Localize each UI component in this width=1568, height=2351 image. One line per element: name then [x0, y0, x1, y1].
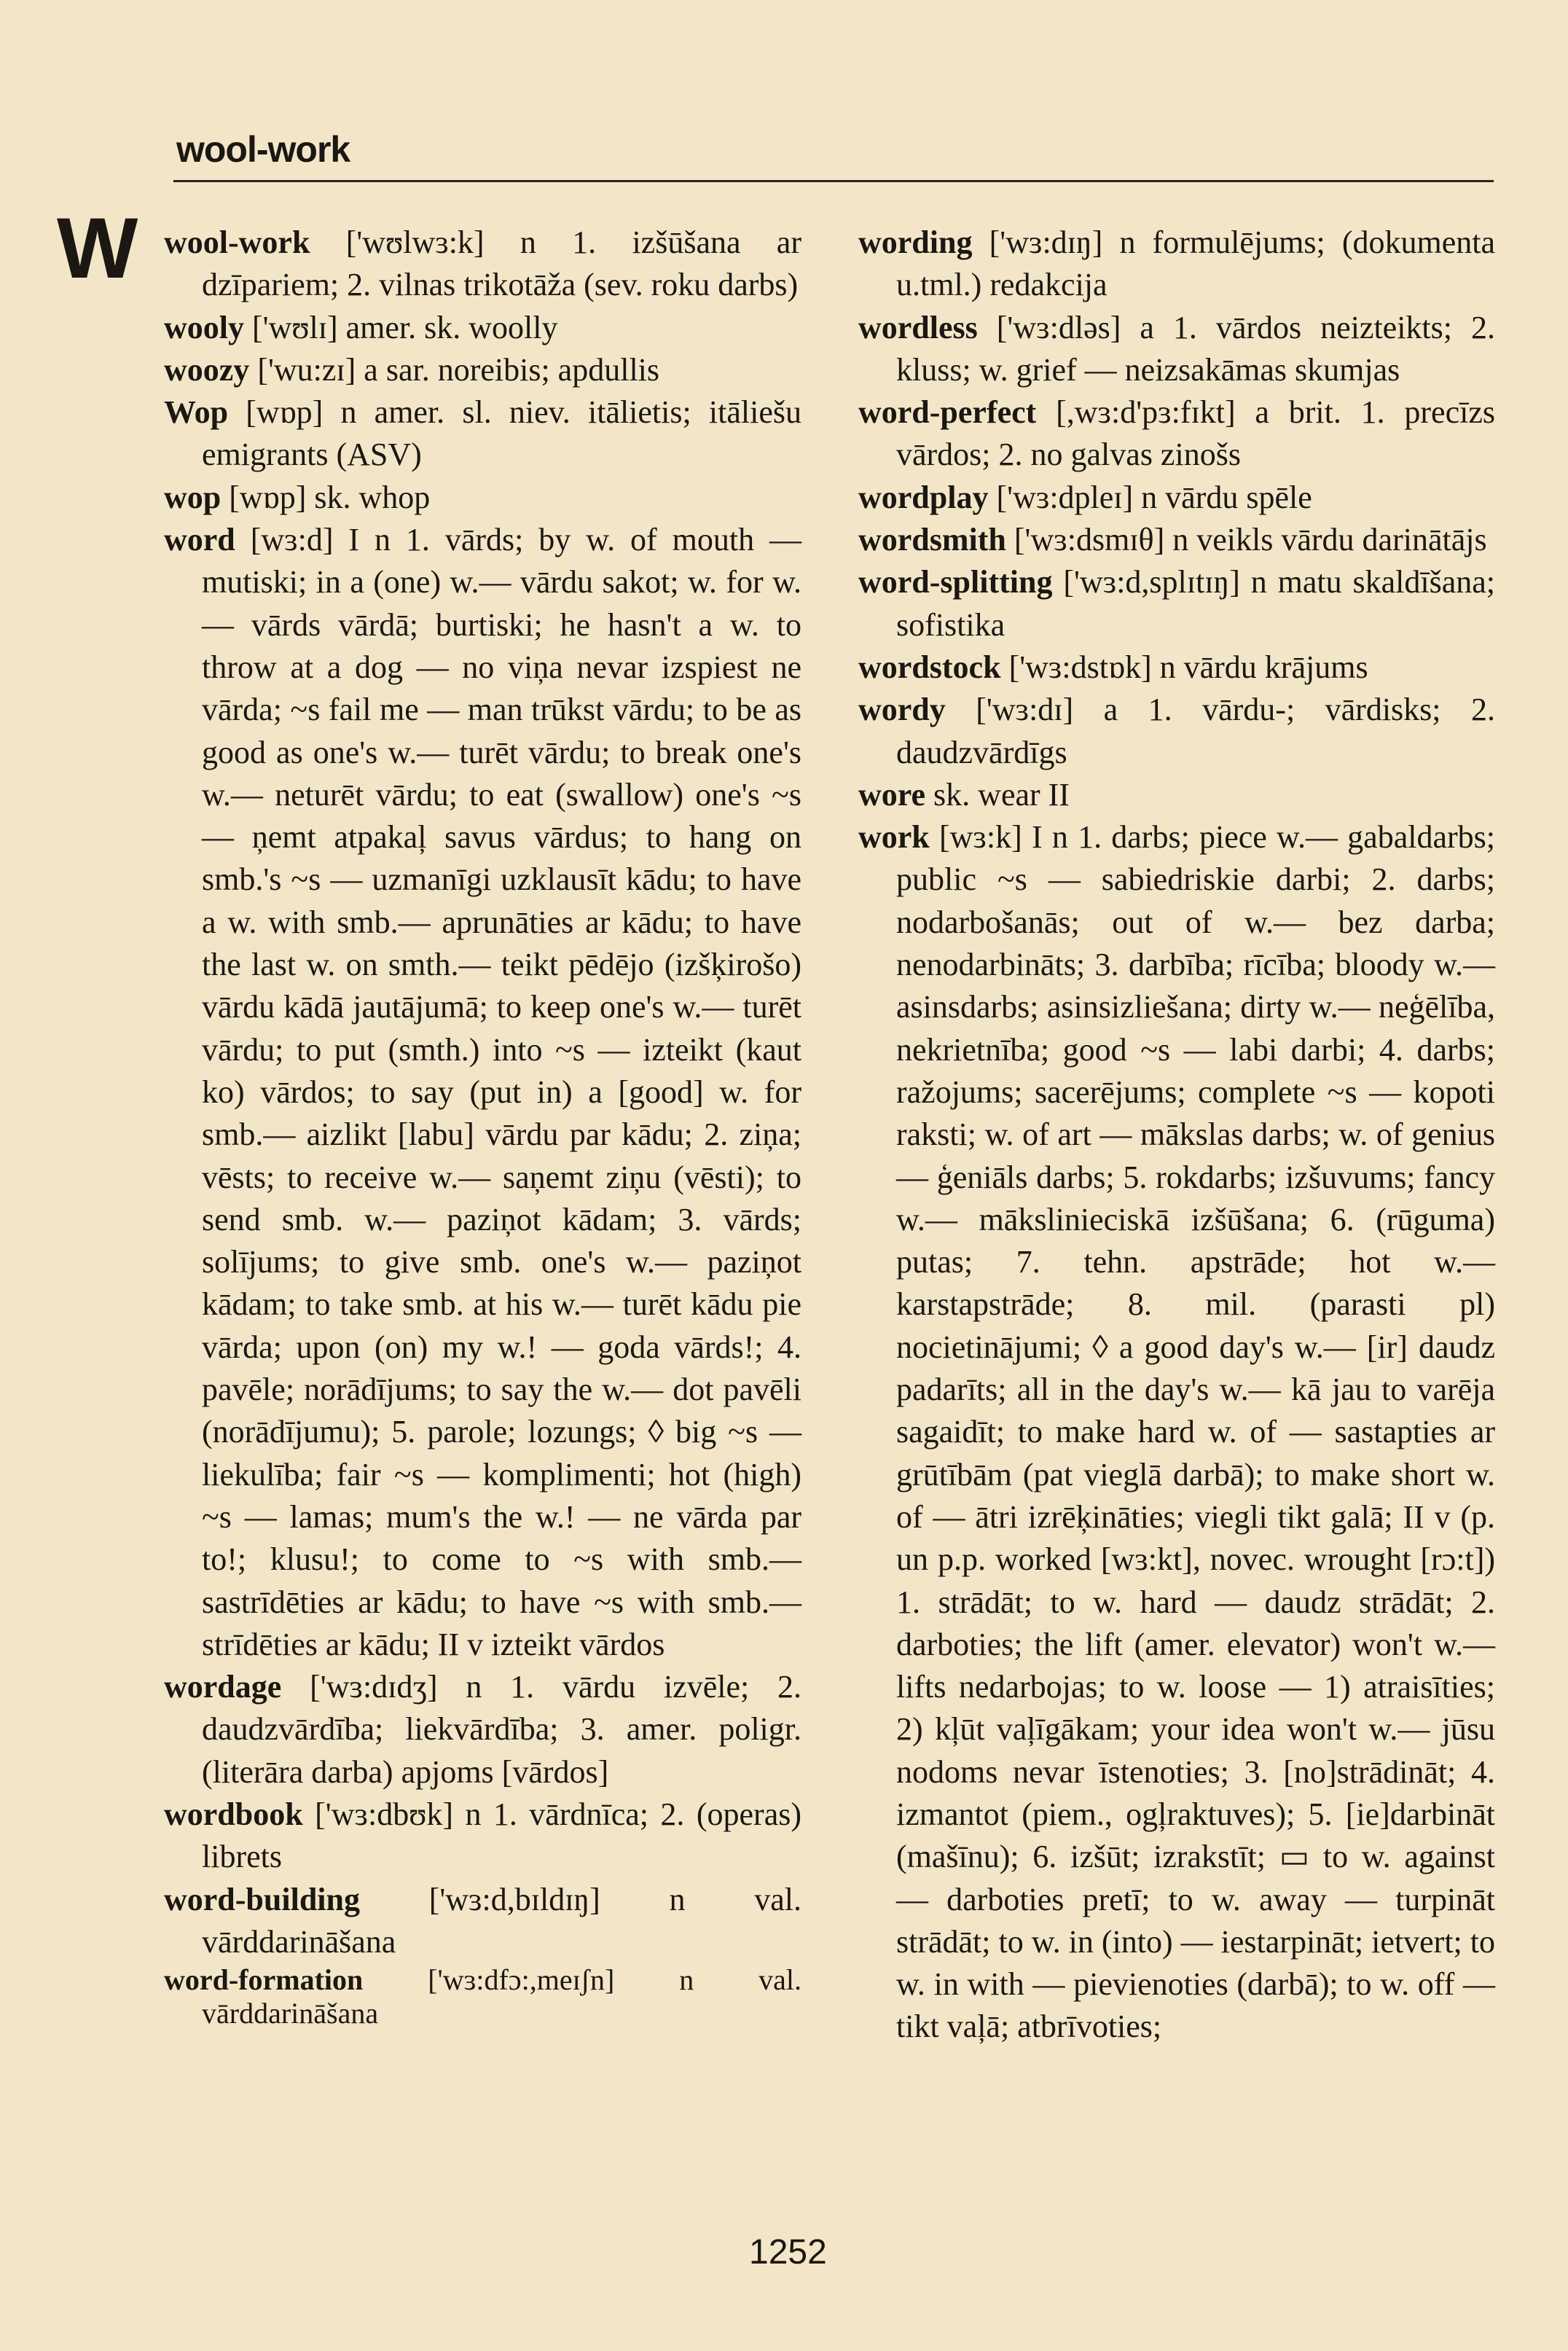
- entry-wore: [858, 774, 1495, 816]
- right-column: [858, 222, 1495, 2049]
- entry-wordplay: [858, 477, 1495, 519]
- entry-text: ['wʊlwɜ:k] n 1. izšūšana ar dzīpariem; 2. vilnas trikotāža (sev. roku darbs): [202, 224, 801, 303]
- headword: word: [164, 522, 235, 558]
- entry-text: [wɜ:d] I n 1. vārds; by w. of mouth — mutiski; in a (one) w.— vārdu sakot; w. for w.— vārds vārdā; burtiski; he hasn't a w. to throw at a dog — no viņa nevar izspiest ne vārda; ~s fail me — man trūkst vārdu; to be as good as one's w.— turēt vārdu; to break one's w.— neturēt vārdu; to eat (swallow) one's ~s — ņemt atpakaļ savus vārdus; to hang on smb.'s ~s — uzmanīgi uzklausīt kādu; to have a w. with smb.— aprunāties ar kādu; to have the last w. on smth.— teikt pēdējo (izšķirošo) vārdu kādā jautājumā; to keep one's w.— turēt vārdu; to put (smth.) into ~s — izteikt (kaut ko) vārdos; to say (put in) a [good] w. for smb.— aizlikt [labu] vārdu par kādu; 2. ziņa; vēsts; to receive w.— saņemt ziņu (vēsti); to send smb. w.— paziņot kādam; 3. vārds; solījums; to give smb. one's w.— paziņot kādam; to take smb. at his w.— turēt kādu pie vārda; upon (on) my w.! — goda vārds!; 4. pavēle; norādījums; to say the w.— dot pavēli (norādījumu); 5. parole; lozungs; ◊ big ~s — liekulība; fair ~s — komplimenti; hot (high) ~s — lamas; mum's the w.! — ne vārda par to!; klusu!; to come to ~s with smb.— sastrīdēties ar kādu; to have ~s with smb.— strīdēties ar kādu; II v izteikt vārdos: [202, 522, 801, 1662]
- entry-work: [858, 816, 1495, 2049]
- entry-text: ['wɜ:dɪdʒ] n 1. vārdu izvēle; 2. daudzvārdība; liekvārdība; 3. amer. poligr. (literāra darba) apjoms [vārdos]: [202, 1669, 801, 1790]
- entry-text: ['wɜ:d,splɪtɪŋ] n matu skaldīšana; sofistika: [896, 564, 1495, 643]
- entry-text: ['wɜ:d,bɪldɪŋ] n val. vārddarināšana: [202, 1881, 801, 1960]
- entry-wool-work: [164, 222, 801, 307]
- headword: word-formation: [164, 1963, 364, 1997]
- headword: work: [858, 819, 930, 856]
- left-column: [164, 222, 801, 2030]
- entry-wordless: [858, 307, 1495, 392]
- entry-word-formation: [164, 1963, 801, 2030]
- headword: wordless: [858, 309, 978, 345]
- entry-wording: [858, 222, 1495, 307]
- entry-text: [,wɜ:d'pɜ:fɪkt] a brit. 1. precīzs vārdos; 2. no galvas zinošs: [896, 394, 1495, 473]
- headword: wording: [858, 224, 973, 260]
- entry-wop-capital: [164, 391, 801, 477]
- page-number: 1252: [749, 2233, 827, 2272]
- entry-text: ['wɜ:dbʊk] n 1. vārdnīca; 2. (operas) librets: [202, 1796, 801, 1875]
- entry-text: ['wɜ:dləs] a 1. vārdos neizteikts; 2. kluss; w. grief — neizsakāmas skumjas: [896, 309, 1495, 388]
- headword: word-building: [164, 1881, 360, 1917]
- running-head: wool-work: [176, 129, 350, 170]
- entry-wordsmith: [858, 519, 1495, 561]
- headword: word-perfect: [858, 394, 1037, 431]
- headword: woozy: [164, 351, 250, 388]
- section-letter: W: [57, 200, 138, 297]
- headword: wordplay: [858, 479, 989, 515]
- headword: wooly: [164, 309, 244, 345]
- entry-text: [wɜ:k] I n 1. darbs; piece w.— gabaldarbs; public ~s — sabiedriskie darbi; 2. darbs; nodarbošanās; out of w.— bez darba; nenodarbināts; 3. darbība; rīcība; bloody w.— asinsdarbs; asinsizliešana; dirty w.— neģēlība, nekrietnība; good ~s — labi darbi; 4. darbs; ražojums; sacerējums; complete ~s — kopoti raksti; w. of art — mākslas darbs; w. of genius — ģeniāls darbs; 5. rokdarbs; izšuvums; fancy w.— mākslinieciskā izšūšana; 6. (rūguma) putas; 7. tehn. apstrāde; hot w.— karstapstrāde; 8. mil. (parasti pl) nocietinājumi; ◊ a good day's w.— [ir] daudz padarīts; all in the day's w.— kā jau to varēja sagaidīt; to make hard w. of — sastapties ar grūtībām (pat vieglā darbā); to make short w. of — ātri izrēķināties; viegli tikt galā; II v (p. un p.p. worked [wɜ:kt], novec. wrought [rɔ:t]) 1. strādāt; to w. hard — daudz strādāt; 2. darboties; the lift (amer. elevator) won't w.— lifts nedarbojas; to w. loose — 1) atraisīties; 2) kļūt vaļīgākam; your idea won't w.— jūsu nodoms nevar īstenoties; 3. [no]strādināt; 4. izmantot (piem., ogļraktuves); 5. [ie]darbināt (mašīnu); 6. izšūt; izrakstīt; ▭ to w. against — darboties pretī; to w. away — turpināt strādāt; to w. in (into) — iestarpināt; ietvert; to w. in with — pievienoties (darbā); to w. off — tikt vaļā; atbrīvoties;: [896, 819, 1495, 2045]
- headword: Wop: [164, 394, 229, 431]
- entry-wooly: [164, 307, 801, 349]
- entry-wordstock: [858, 646, 1495, 689]
- entry-text: ['wɜ:dfɔ:,meɪʃn] n val. vārddarināšana: [202, 1963, 801, 2030]
- entry-word: [164, 519, 801, 1666]
- entry-wordage: [164, 1666, 801, 1793]
- entry-text: ['wu:zɪ] a sar. noreibis; apdullis: [249, 351, 660, 388]
- entry-text: sk. wear II: [925, 776, 1070, 813]
- headword: wordstock: [858, 649, 1001, 685]
- entry-wordbook: [164, 1793, 801, 1879]
- header-rule: [173, 180, 1494, 182]
- entry-text: ['wɜ:dpleɪ] n vārdu spēle: [988, 479, 1312, 515]
- headword: wordsmith: [858, 522, 1006, 558]
- entry-text: ['wɜ:dsmɪθ] n veikls vārdu darinātājs: [1006, 522, 1487, 558]
- entry-text: ['wɜ:dstɒk] n vārdu krājums: [1000, 649, 1368, 685]
- headword: wool-work: [164, 224, 310, 260]
- headword: wordy: [858, 692, 946, 728]
- entry-woozy: [164, 349, 801, 391]
- entry-word-building: [164, 1879, 801, 1964]
- headword: wore: [858, 776, 926, 813]
- entry-text: ['wɜ:dɪŋ] n formulējums; (dokumenta u.tml.) redakcija: [896, 224, 1495, 303]
- headword: word-splitting: [858, 564, 1053, 601]
- entry-word-splitting: [858, 561, 1495, 646]
- headword: wordbook: [164, 1796, 303, 1832]
- entry-text: ['wɜ:dɪ] a 1. vārdu-; vārdisks; 2. daudzvārdīgs: [896, 692, 1495, 770]
- entry-text: ['wʊlɪ] amer. sk. woolly: [244, 309, 558, 345]
- headword: wop: [164, 479, 222, 515]
- entry-word-perfect: [858, 391, 1495, 477]
- entry-text: [wɒp] sk. whop: [221, 479, 431, 515]
- entry-wordy: [858, 689, 1495, 774]
- entry-text: [wɒp] n amer. sl. niev. itālietis; itāliešu emigrants (ASV): [202, 394, 801, 473]
- entry-wop: [164, 477, 801, 519]
- headword: wordage: [164, 1669, 282, 1705]
